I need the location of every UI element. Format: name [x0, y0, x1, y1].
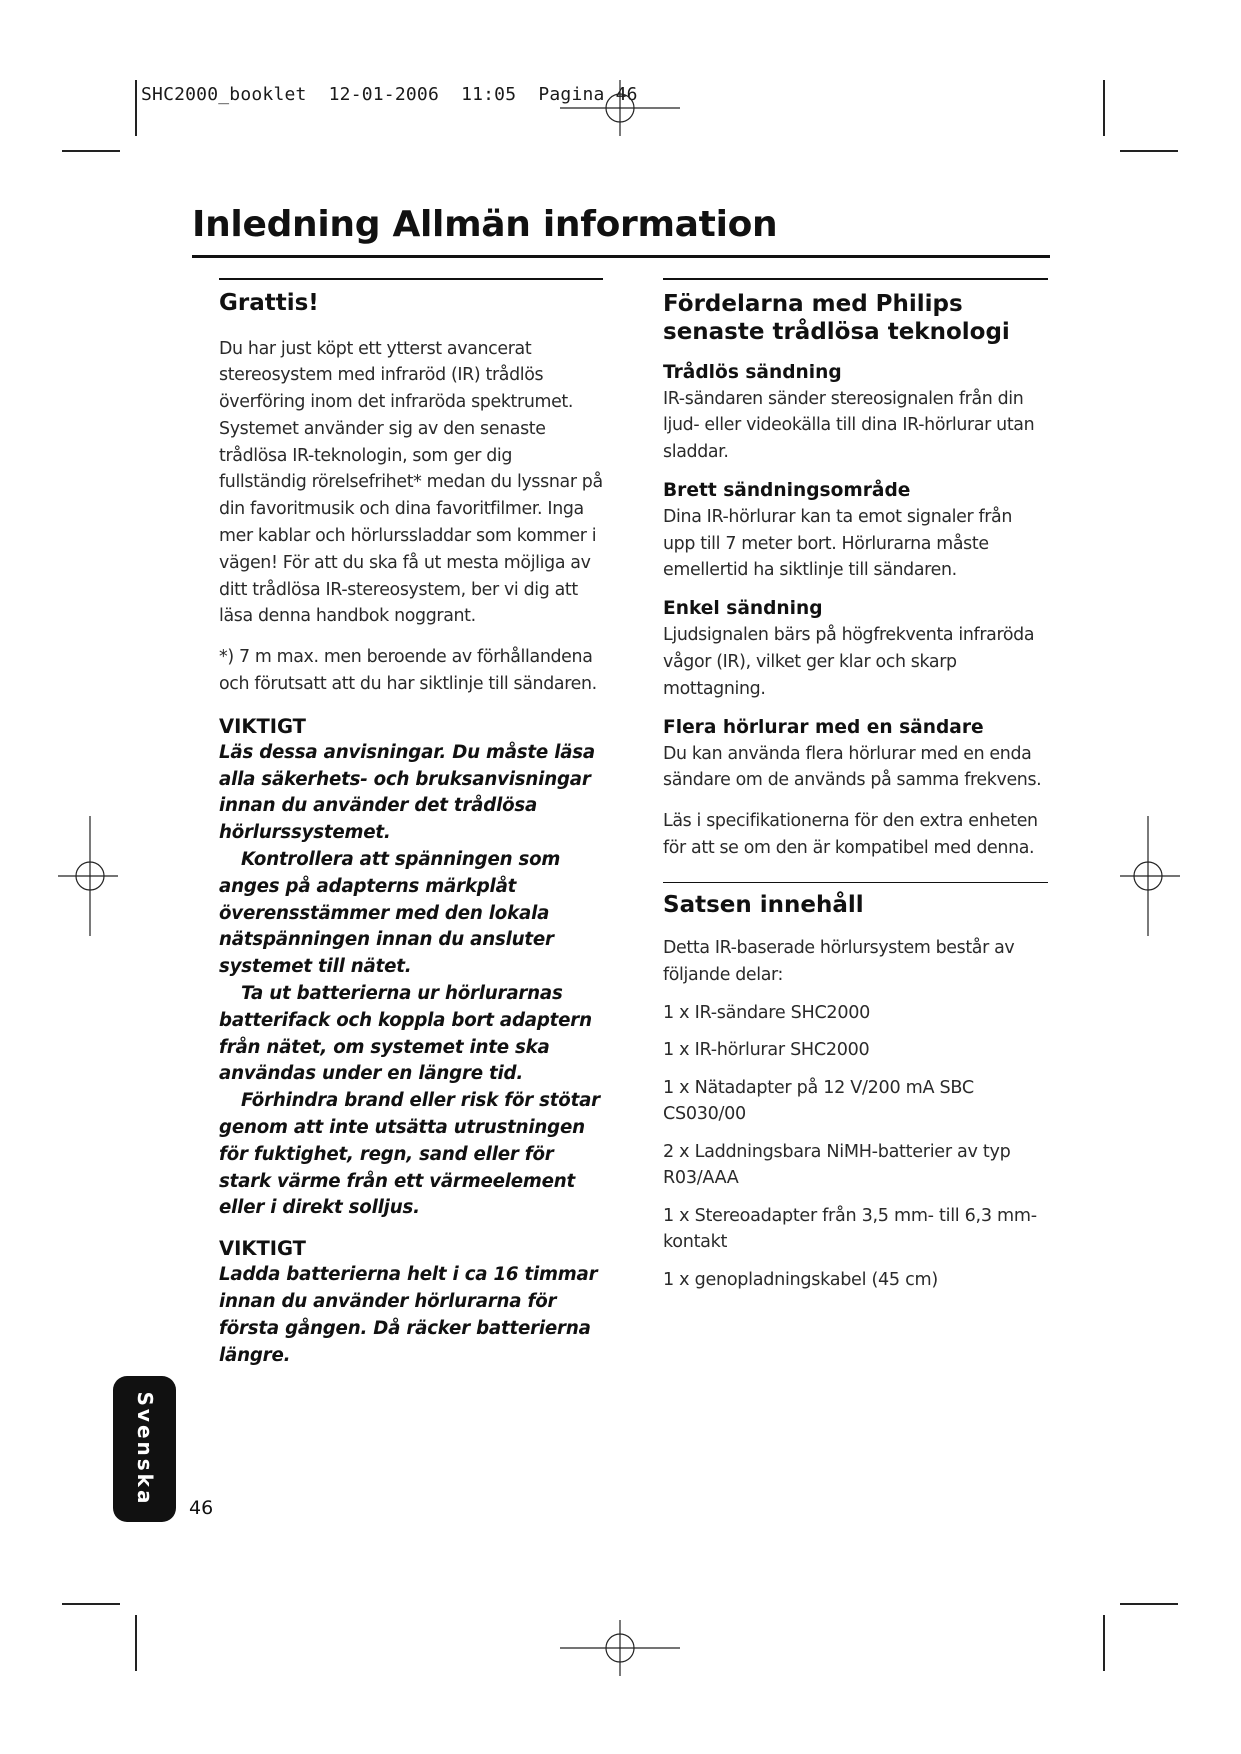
right-column: [663, 278, 1048, 1293]
kit-item: 1 x Stereoadapter från 3,5 mm- till 6,3 mm-kontakt: [663, 1205, 1037, 1253]
kit-item: 1 x Nätadapter på 12 V/200 mA SBC CS030/00: [663, 1077, 974, 1125]
page-number: 46: [189, 1497, 214, 1519]
important-paragraph: Ladda batterierna helt i ca 16 timmar innan du använder hörlurarna för första gången. Då räcker batterierna längre.: [219, 1264, 598, 1366]
section-heading-kit: Satsen innehåll: [663, 892, 864, 919]
feature-text: Du kan använda flera hörlurar med en enda sändare om de används på samma frekvens.: [663, 743, 1042, 791]
important-heading: VIKTIGT: [219, 1237, 306, 1261]
registration-mark-icon: [560, 80, 680, 140]
kit-intro: Detta IR-baserade hörlursystem består av följande delar:: [663, 938, 1015, 986]
footnote: *) 7 m max. men beroende av förhållandena och förutsatt att du har siktlinje till sändaren.: [219, 647, 597, 695]
crop-mark: [1103, 1615, 1105, 1671]
feature-title: Enkel sändning: [663, 598, 823, 620]
registration-mark-icon: [560, 1620, 680, 1680]
crop-mark: [62, 1603, 120, 1605]
language-tab-label: Svenska: [132, 1391, 157, 1507]
crop-mark: [1120, 1603, 1178, 1605]
registration-mark-icon: [58, 816, 118, 936]
registration-mark-icon: [1120, 816, 1180, 936]
kit-item: 1 x IR-sändare SHC2000: [663, 1002, 871, 1023]
feature-title: Brett sändningsområde: [663, 479, 911, 501]
kit-item: 1 x IR-hörlurar SHC2000: [663, 1040, 870, 1061]
section-heading-grattis: Grattis!: [219, 289, 319, 316]
kit-item: 1 x genopladningskabel (45 cm): [663, 1269, 938, 1290]
section-heading-benefits: Fördelarna med Philips senaste trådlösa teknologi: [663, 290, 1010, 345]
feature-text: IR-sändaren sänder stereosignalen från din ljud- eller videokälla till dina IR-hörlurar utan sladdar.: [663, 388, 1035, 463]
section-rule: [663, 882, 1048, 884]
important-heading: VIKTIGT: [219, 714, 306, 738]
crop-mark: [135, 80, 137, 136]
crop-mark: [1120, 150, 1178, 152]
section-rule: [663, 278, 1048, 280]
important-paragraph: Förhindra brand eller risk för stötar genom att inte utsätta utrustningen för fuktighet, regn, sand eller för stark värme från ett värmeelement eller i direkt solljus.: [219, 1090, 600, 1219]
important-paragraph: Kontrollera att spänningen som anges på adapterns märkplåt överensstämmer med den lokala nätspänningen innan du ansluter systemet till nätet.: [219, 849, 561, 978]
important-paragraph: Läs dessa anvisningar. Du måste läsa alla säkerhets- och bruksanvisningar innan du använder det trådlösa hörlurssystemet.: [219, 741, 595, 844]
important-paragraph: Ta ut batterierna ur hörlurarnas batterifack och koppla bort adaptern från nätet, om systemet inte ska användas under en längre tid.: [219, 983, 592, 1085]
intro-paragraph: Du har just köpt ett ytterst avancerat stereosystem med infraröd (IR) trådlös överföring inom det infraröda spektrumet. Systemet använder sig av den senaste trådlösa IR-teknologin, som ger dig fullständig rörelsefrihet* medan du lyssnar på din favoritmusik och dina favoritfilmer. Inga mer kablar och hörlurssladdar som kommer i vägen! För att du ska få ut mesta möjliga av ditt trådlösa IR-stereosystem, ber vi dig att läsa denna handbok noggrant.: [219, 338, 603, 627]
compatibility-note: Läs i specifikationerna för den extra enheten för att se om den är kompatibel med denna.: [663, 811, 1038, 859]
kit-item: 2 x Laddningsbara NiMH-batterier av typ R03/AAA: [663, 1141, 1011, 1189]
feature-title: Flera hörlurar med en sändare: [663, 716, 984, 738]
section-rule: [219, 278, 603, 280]
left-column: [219, 278, 603, 1369]
feature-title: Trådlös sändning: [663, 361, 842, 383]
crop-mark: [62, 150, 120, 152]
feature-text: Dina IR-hörlurar kan ta emot signaler från upp till 7 meter bort. Hörlurarna måste emellertid ha siktlinje till sändaren.: [663, 506, 1013, 581]
language-tab: [113, 1376, 176, 1522]
feature-text: Ljudsignalen bärs på högfrekventa infraröda vågor (IR), vilket ger klar och skarp mottagning.: [663, 625, 1035, 699]
crop-mark: [1103, 80, 1105, 136]
page-title: Inledning Allmän information: [192, 204, 778, 245]
print-slug: SHC2000_booklet 12-01-2006 11:05 Pagina 46: [141, 84, 638, 105]
title-rule: [192, 255, 1050, 258]
crop-mark: [135, 1615, 137, 1671]
